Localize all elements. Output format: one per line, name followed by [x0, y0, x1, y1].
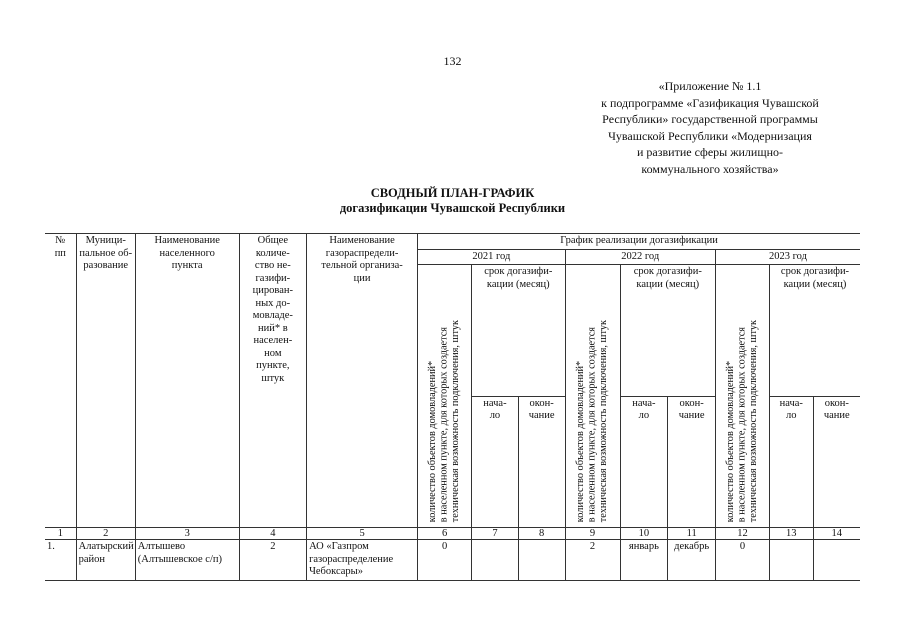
- column-number-row: [45, 528, 860, 540]
- header-year-2022: 2022 год: [565, 249, 716, 265]
- header-end-2021: окон- чание: [518, 396, 565, 528]
- column-number: 14: [813, 528, 860, 540]
- cell-2023-end: [813, 540, 860, 581]
- table-row: [45, 540, 860, 581]
- header-term-2023: срок догазифи- кации (месяц): [769, 265, 860, 397]
- header-end-2023: окон- чание: [813, 396, 860, 528]
- column-number: 10: [620, 528, 668, 540]
- cell-2023-count: 0: [716, 540, 770, 581]
- column-number: 8: [518, 528, 565, 540]
- column-number: 5: [307, 528, 418, 540]
- appendix-line: Республики» государственной программы: [602, 112, 818, 126]
- header-year-2023: 2023 год: [716, 249, 860, 265]
- header-start-2022: нача- ло: [620, 396, 668, 528]
- header-count-2022: [565, 265, 620, 528]
- cell-org: АО «Газпром газораспределение Чебоксары»: [307, 540, 418, 581]
- title-main: СВОДНЫЙ ПЛАН-ГРАФИК: [370, 186, 535, 200]
- header-start-2023: нача- ло: [769, 396, 813, 528]
- column-number: 4: [239, 528, 306, 540]
- appendix-line: коммунального хозяйства»: [641, 161, 779, 176]
- appendix-note: [560, 78, 860, 177]
- cell-2021-start: [472, 540, 519, 581]
- cell-num: 1.: [45, 540, 76, 581]
- column-number: 1: [45, 528, 76, 540]
- count-label: количество объектов домовладений* в населенном пункте, для которых создается техническая возможность подключения, штук: [725, 320, 760, 523]
- column-number: 13: [769, 528, 813, 540]
- column-number: 12: [716, 528, 770, 540]
- cell-total: 2: [239, 540, 306, 581]
- header-count-2021: [418, 265, 472, 528]
- header-year-2021: 2021 год: [418, 249, 565, 265]
- page-number: 132: [443, 54, 462, 68]
- cell-2022-start: январь: [620, 540, 668, 581]
- cell-2021-end: [518, 540, 565, 581]
- header-start-2021: нача- ло: [472, 396, 519, 528]
- column-number: 7: [472, 528, 519, 540]
- header-term-2022: срок догазифи- кации (месяц): [620, 265, 716, 397]
- header-num: № пп: [45, 234, 76, 528]
- column-number: 9: [565, 528, 620, 540]
- title-sub: догазификации Чувашской Республики: [339, 201, 566, 215]
- appendix-line: к подпрограмме «Газификация Чувашской: [601, 95, 819, 110]
- appendix-line: Чувашской Республики «Модернизация: [608, 128, 812, 143]
- appendix-line: «Приложение № 1.1: [658, 79, 762, 93]
- column-number: 3: [135, 528, 239, 540]
- header-end-2022: окон- чание: [668, 396, 716, 528]
- column-number: 6: [418, 528, 472, 540]
- count-label: количество объектов домовладений* в населенном пункте, для которых создается техническая возможность подключения, штук: [427, 320, 462, 523]
- schedule-table: [45, 233, 860, 581]
- header-municipality: Муници- пальное об- разование: [76, 234, 135, 528]
- header-schedule: График реализации догазификации: [418, 234, 860, 250]
- column-number: 11: [668, 528, 716, 540]
- cell-2022-count: 2: [565, 540, 620, 581]
- cell-municipality: Алатырский район: [76, 540, 135, 581]
- header-settlement: Наименование населенного пункта: [135, 234, 239, 528]
- cell-settlement: Алтышево (Алтышевское с/п): [135, 540, 239, 581]
- count-label: количество объектов домовладений* в населенном пункте, для которых создается техническая возможность подключения, штук: [575, 320, 610, 523]
- header-org: Наименование газораспредели- тельной организа- ции: [307, 234, 418, 528]
- column-number: 2: [76, 528, 135, 540]
- cell-2022-end: декабрь: [668, 540, 716, 581]
- document-title: [0, 186, 905, 216]
- cell-2023-start: [769, 540, 813, 581]
- header-total: Общее количе- ство не- газифи- цирован- ных до- мовладе- ний* в населен- ном пункте, штук: [239, 234, 306, 528]
- header-term-2021: срок догазифи- кации (месяц): [472, 265, 565, 397]
- appendix-line: и развитие сферы жилищно-: [637, 145, 783, 159]
- cell-2021-count: 0: [418, 540, 472, 581]
- header-count-2023: [716, 265, 770, 528]
